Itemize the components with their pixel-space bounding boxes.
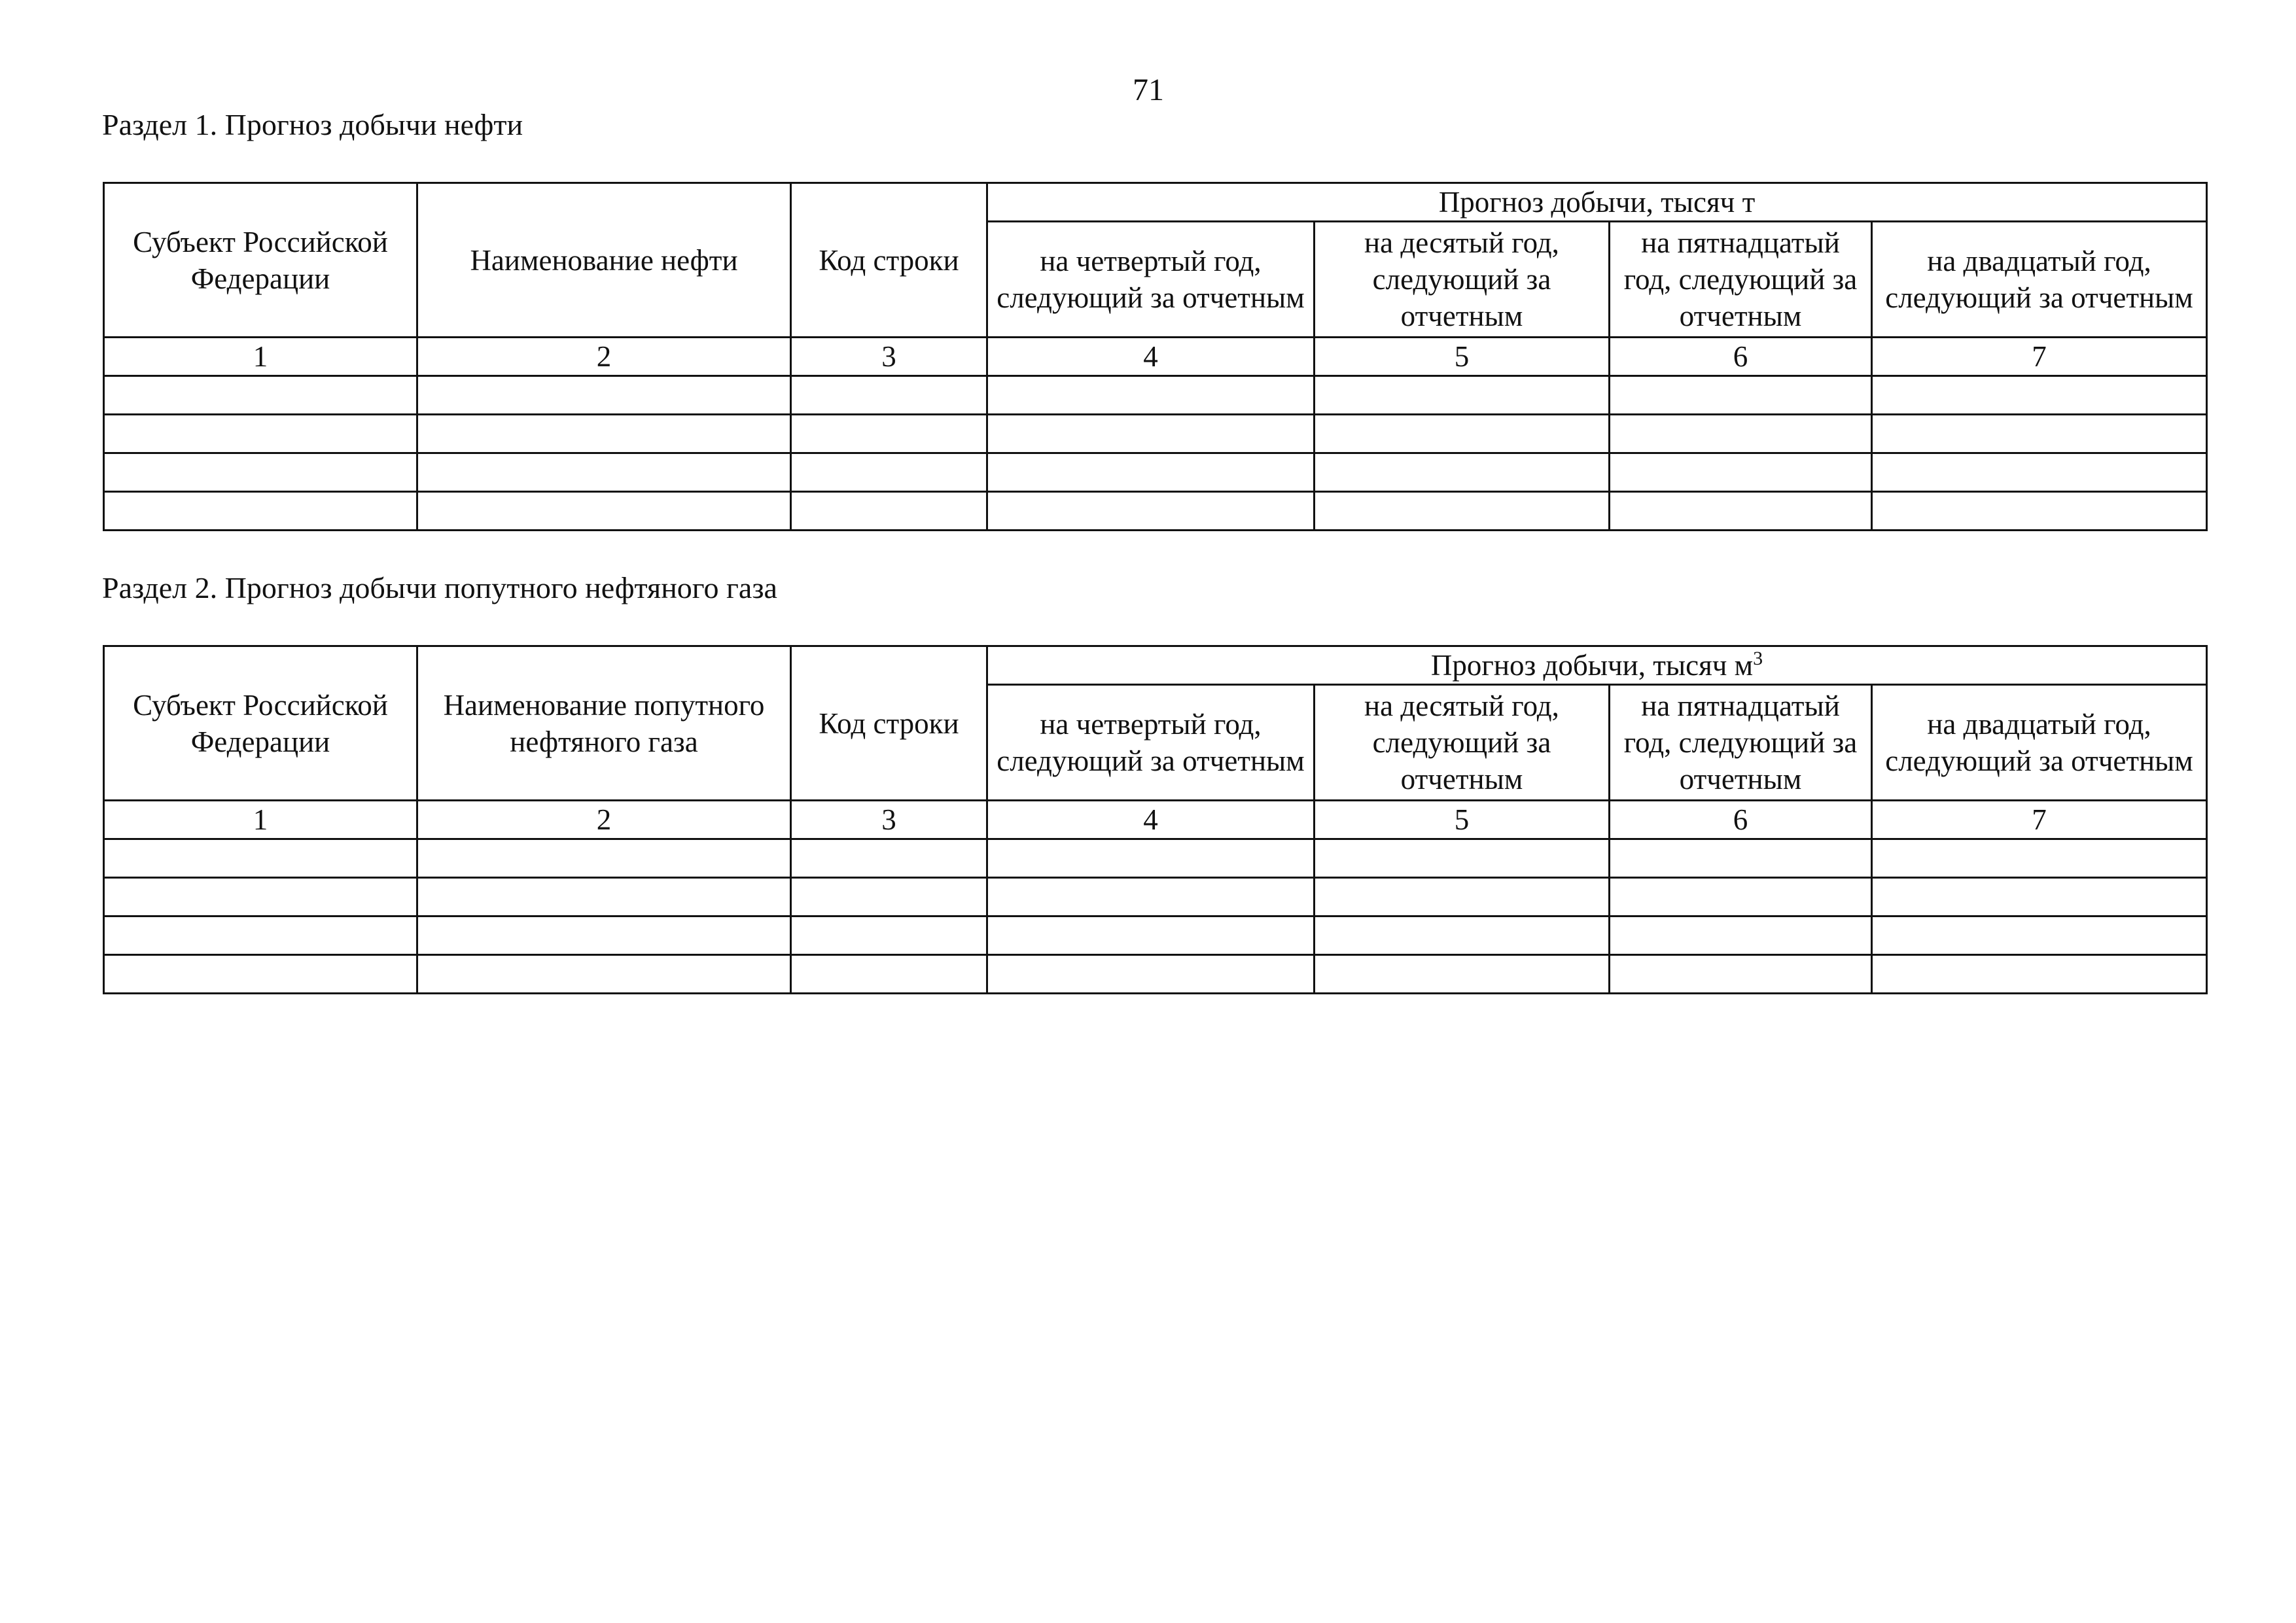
header-year-20: на двадцатый год, следующий за отчетным [1872,685,2207,801]
table-cell[interactable] [417,916,791,955]
header-year-10: на десятый год, следующий за отчетным [1315,685,1610,801]
table-cell[interactable] [987,415,1315,453]
oil-forecast-table [103,182,2208,531]
table-cell[interactable] [1610,878,1872,916]
table-cell[interactable] [417,839,791,878]
table-cell[interactable] [1872,415,2207,453]
header-gas-name: Наименование попутного нефтяного газа [417,646,791,801]
column-number: 7 [1872,338,2207,376]
table-cell[interactable] [1872,955,2207,994]
table-cell[interactable] [791,839,987,878]
table-cell[interactable] [791,916,987,955]
table-cell[interactable] [791,955,987,994]
table-cell[interactable] [1872,839,2207,878]
header-row [104,646,2207,685]
table-cell[interactable] [417,878,791,916]
table-cell[interactable] [1610,453,1872,492]
column-number: 6 [1610,338,1872,376]
table-cell[interactable] [791,492,987,531]
header-subject: Субъект Российской Федерации [104,183,417,338]
table-cell[interactable] [1610,492,1872,531]
column-number: 1 [104,338,417,376]
header-year-15: на пятнадцатый год, следующий за отчетным [1610,685,1872,801]
table-cell[interactable] [104,839,417,878]
column-number: 3 [791,338,987,376]
table-cell[interactable] [987,955,1315,994]
table-cell[interactable] [417,955,791,994]
table-row [104,955,2207,994]
table-cell[interactable] [417,415,791,453]
table-cell[interactable] [104,415,417,453]
table-cell[interactable] [104,916,417,955]
table-row [104,878,2207,916]
table-cell[interactable] [1610,839,1872,878]
table-cell[interactable] [791,376,987,415]
table-cell[interactable] [417,376,791,415]
table-cell[interactable] [987,453,1315,492]
header-forecast-group [987,646,2207,685]
column-number: 6 [1610,801,1872,839]
header-year-4: на четвертый год, следующий за отчетным [987,222,1315,338]
table-cell[interactable] [417,492,791,531]
table-cell[interactable] [104,453,417,492]
table-cell[interactable] [1315,839,1610,878]
column-number: 5 [1315,338,1610,376]
table-cell[interactable] [791,453,987,492]
table-cell[interactable] [104,955,417,994]
table-cell[interactable] [417,453,791,492]
header-forecast-group: Прогноз добычи, тысяч т [987,183,2207,222]
column-number-row [104,801,2207,839]
header-row-code: Код строки [791,183,987,338]
table-cell[interactable] [987,376,1315,415]
table-cell[interactable] [791,878,987,916]
header-year-20: на двадцатый год, следующий за отчетным [1872,222,2207,338]
header-year-15: на пятнадцатый год, следующий за отчетным [1610,222,1872,338]
table-cell[interactable] [987,916,1315,955]
table-cell[interactable] [1872,453,2207,492]
table-cell[interactable] [987,878,1315,916]
table-cell[interactable] [1315,916,1610,955]
table-cell[interactable] [1610,376,1872,415]
table-cell[interactable] [1610,415,1872,453]
table-cell[interactable] [1872,492,2207,531]
table-cell[interactable] [1610,955,1872,994]
column-number: 4 [987,801,1315,839]
column-number: 5 [1315,801,1610,839]
column-number: 1 [104,801,417,839]
table-cell[interactable] [1610,916,1872,955]
header-oil-name: Наименование нефти [417,183,791,338]
header-year-10: на десятый год, следующий за отчетным [1315,222,1610,338]
column-number: 7 [1872,801,2207,839]
table-row [104,415,2207,453]
table-cell[interactable] [1315,878,1610,916]
header-year-4: на четвертый год, следующий за отчетным [987,685,1315,801]
table-cell[interactable] [104,492,417,531]
table-cell[interactable] [987,839,1315,878]
table-cell[interactable] [1872,376,2207,415]
table-row [104,839,2207,878]
section-1-title: Раздел 1. Прогноз добычи нефти [102,108,523,141]
section-2-title: Раздел 2. Прогноз добычи попутного нефтяного газа [102,571,777,604]
column-number: 3 [791,801,987,839]
header-forecast-group-text: Прогноз добычи, тысяч м [1430,649,1754,682]
table-cell[interactable] [987,492,1315,531]
table-row [104,453,2207,492]
table-cell[interactable] [791,415,987,453]
table-cell[interactable] [1315,492,1610,531]
table-cell[interactable] [1315,376,1610,415]
column-number-row [104,338,2207,376]
header-row [104,183,2207,222]
table-row [104,376,2207,415]
table-cell[interactable] [1872,878,2207,916]
header-subject: Субъект Российской Федерации [104,646,417,801]
header-row-code: Код строки [791,646,987,801]
column-number: 4 [987,338,1315,376]
table-row [104,916,2207,955]
column-number: 2 [417,338,791,376]
column-number: 2 [417,801,791,839]
table-cell[interactable] [1872,916,2207,955]
page-number: 71 [1133,73,1164,107]
table-cell[interactable] [104,878,417,916]
associated-gas-forecast-table [103,645,2208,994]
table-cell[interactable] [1315,955,1610,994]
unit-superscript: 3 [1753,648,1763,669]
table-cell[interactable] [104,376,417,415]
table-cell[interactable] [1315,453,1610,492]
table-cell[interactable] [1315,415,1610,453]
table-row [104,492,2207,531]
